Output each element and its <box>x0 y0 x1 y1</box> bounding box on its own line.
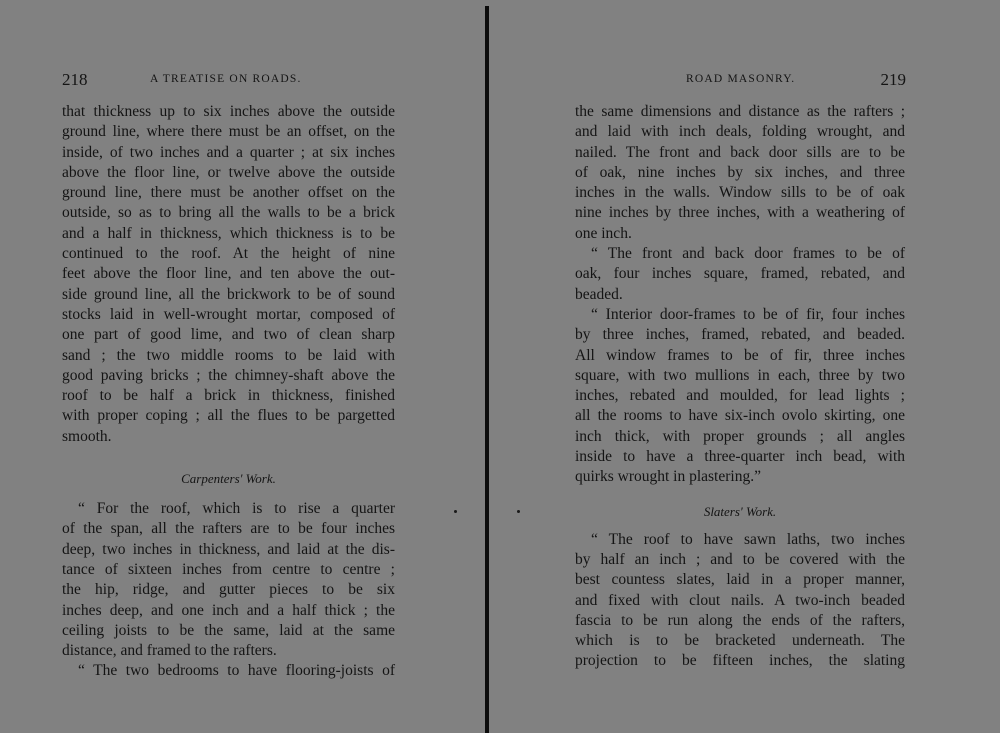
text-line: quirks wrought in plastering.” <box>575 468 761 486</box>
text-line: “ The roof to have sawn laths, two inches <box>591 530 905 548</box>
section-heading: Carpenters' Work. <box>181 471 276 487</box>
text-line: All window frames to be of fir, three inches <box>575 346 905 364</box>
text-line: “ Interior door-frames to be of fir, four inches <box>591 305 905 323</box>
text-line: continued to the roof. At the height of nine <box>62 245 395 263</box>
text-line: one inch. <box>575 224 632 242</box>
text-line: and a half in thickness, which thickness is to be <box>62 224 395 242</box>
text-line: inside, of two inches and a quarter ; at six inches <box>62 143 395 161</box>
text-line: inch thick, with proper grounds ; all angles <box>575 427 905 445</box>
text-line: square, with two mullions in each, three by two <box>575 366 905 384</box>
text-line: projection to be fifteen inches, the slating <box>575 652 905 670</box>
text-line: of oak, nine inches by six inches, and three <box>575 163 905 181</box>
text-line: fascia to be run along the ends of the rafters, <box>575 611 905 629</box>
right-page-text <box>575 102 905 672</box>
text-line: tance of sixteen inches from centre to centre ; <box>62 560 395 578</box>
text-line: best countess slates, laid in a proper manner, <box>575 571 905 589</box>
right-page-number: 219 <box>880 70 906 89</box>
text-line: which is to be bracketed underneath. The <box>575 632 905 650</box>
text-line: side ground line, all the brickwork to be of sound <box>62 285 395 303</box>
text-line: the hip, ridge, and gutter pieces to be six <box>62 581 395 599</box>
ink-speck <box>517 510 520 513</box>
text-line: inches, rebated and moulded, for lead lights ; <box>575 387 905 405</box>
right-page-header <box>576 70 906 90</box>
left-running-head: A TREATISE ON ROADS. <box>150 73 302 85</box>
text-line: above the floor line, or twelve above the outside <box>62 163 395 181</box>
left-page-header <box>62 70 398 90</box>
text-line: and laid with inch deals, folding wrought, and <box>575 123 905 141</box>
text-line: one part of good lime, and two of clean sharp <box>62 326 395 344</box>
text-line: “ The two bedrooms to have flooring-joists of <box>78 662 395 680</box>
text-line: nailed. The front and back door sills are to be <box>575 143 905 161</box>
text-line: sand ; the two middle rooms to be laid with <box>62 346 395 364</box>
text-line: ceiling joists to be the same, laid at the same <box>62 621 395 639</box>
text-line: roof to be half a brick in thickness, finished <box>62 387 395 405</box>
left-page-text <box>62 102 395 682</box>
text-line: deep, two inches in thickness, and laid at the dis- <box>62 540 395 558</box>
text-line: smooth. <box>62 427 112 445</box>
book-gutter <box>485 6 489 733</box>
text-line: distance, and framed to the rafters. <box>62 642 277 660</box>
text-line: nine inches by three inches, with a weathering of <box>575 204 905 222</box>
text-line: good paving bricks ; the chimney-shaft above the <box>62 366 395 384</box>
right-running-head: ROAD MASONRY. <box>686 73 796 85</box>
text-line: stocks laid in well-wrought mortar, composed of <box>62 305 395 323</box>
text-line: “ For the roof, which is to rise a quarter <box>78 500 395 518</box>
text-line: all the rooms to have six-inch ovolo skirting, one <box>575 407 905 425</box>
text-line: ground line, there must be another offset on the <box>62 184 395 202</box>
text-line: of the span, all the rafters are to be four inches <box>62 520 395 538</box>
left-page-number: 218 <box>62 70 88 89</box>
section-heading: Slaters' Work. <box>703 503 777 519</box>
text-line: with proper coping ; all the flues to be pargetted <box>62 407 395 425</box>
text-line: oak, four inches square, framed, rebated, and <box>575 265 905 283</box>
text-line: outside, so as to bring all the walls to be a brick <box>62 204 395 222</box>
text-line: “ The front and back door frames to be of <box>591 245 905 263</box>
text-line: inches deep, and one inch and a half thick ; the <box>62 601 395 619</box>
text-line: that thickness up to six inches above the outside <box>62 103 395 120</box>
text-line: the same dimensions and distance as the rafters ; <box>575 103 905 120</box>
text-line: feet above the floor line, and ten above the out- <box>62 265 395 283</box>
text-line: ground line, where there must be an offset, on the <box>62 123 395 141</box>
text-line: beaded. <box>575 285 623 303</box>
ink-speck <box>454 510 457 513</box>
text-line: by half an inch ; and to be covered with the <box>575 550 905 568</box>
text-line: by three inches, framed, rebated, and beaded. <box>575 326 905 344</box>
text-line: and fixed with clout nails. A two-inch beaded <box>575 591 905 609</box>
text-line: inches in the walls. Window sills to be of oak <box>575 184 905 202</box>
text-line: inside to have a three-quarter inch bead, with <box>575 448 905 466</box>
